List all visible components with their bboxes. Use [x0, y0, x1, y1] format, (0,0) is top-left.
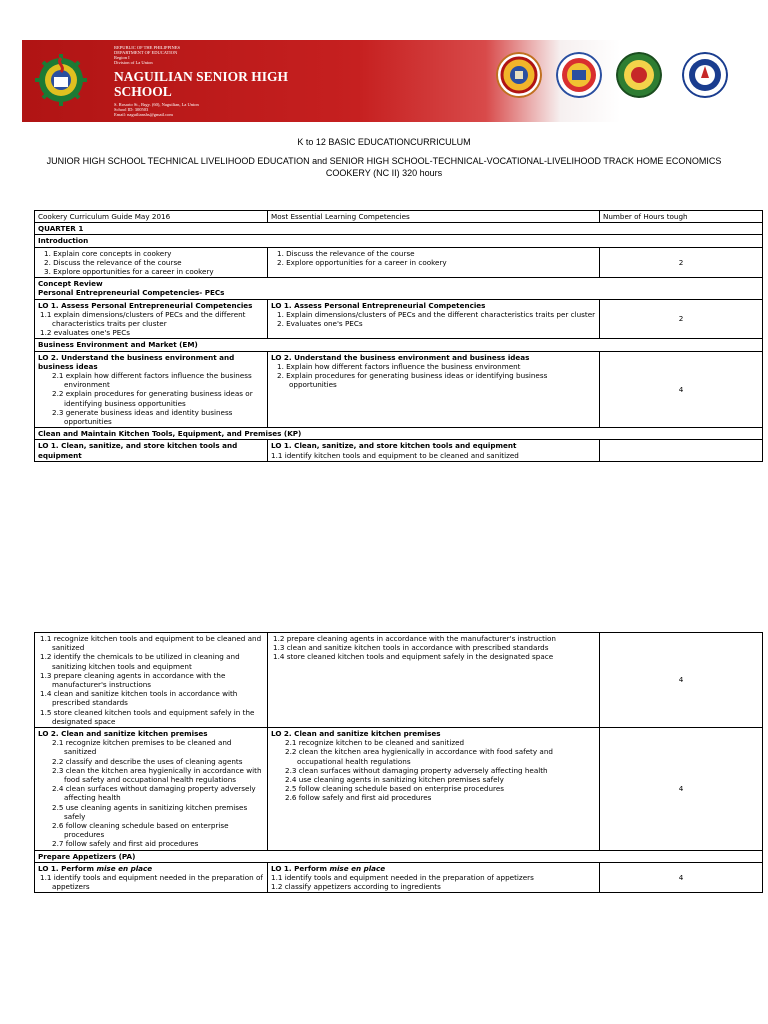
deped-division-seal-icon	[556, 52, 602, 98]
section-heading: Prepare Appetizers (PA)	[35, 850, 763, 862]
melc-cell	[268, 862, 600, 893]
education-seal-icon	[616, 52, 662, 98]
list-item: 2.5 use cleaning agents in sanitizing kitchen premises safely	[52, 802, 248, 821]
hours-cell: 2	[600, 247, 763, 278]
list-item: 2.2 explain procedures for generating business ideas or identifying business opportunities	[52, 389, 253, 408]
list-item: 2.4 use cleaning agents in sanitizing kitchen premises safely	[285, 775, 504, 785]
list-item: 1.1 identify tools and equipment needed in the preparation of appetizers	[40, 873, 263, 892]
list-item: 2.5 follow cleaning schedule based on enterprise procedures	[285, 784, 504, 794]
list-item: 1.2 identify the chemicals to be utilized in cleaning and sanitizing kitchen tools and equipment	[40, 652, 240, 671]
list-item: 1.4 store cleaned kitchen tools and equipment safely in the designated space	[273, 652, 554, 662]
list-item: 2. Discuss the relevance of the course	[44, 257, 182, 267]
list-item: 1.5 store cleaned kitchen tools and equipment safely in the designated space	[40, 707, 255, 726]
list-item: 2.1 explain how different factors influence the business environment	[52, 371, 252, 390]
address-line: School ID: 300503	[114, 107, 149, 112]
list-item: 2.1 recognize kitchen to be cleaned and sanitized	[285, 738, 465, 748]
header-line: REPUBLIC OF THE PHILIPPINES	[114, 45, 181, 50]
hours-cell: 4	[600, 351, 763, 428]
table-row	[35, 278, 763, 299]
lo-title: LO 2. Clean and sanitize kitchen premises	[271, 729, 441, 739]
table-header-row	[35, 211, 763, 223]
table-row	[35, 728, 763, 851]
table-row	[35, 428, 763, 440]
table-row	[35, 850, 763, 862]
melc-cell	[268, 633, 600, 728]
list-item: 1.2 classify appetizers according to ingredients	[271, 882, 441, 892]
section-heading	[35, 278, 763, 299]
list-item: 1.3 prepare cleaning agents in accordance with the manufacturer's instructions	[40, 670, 226, 690]
program-title-line: JUNIOR HIGH SCHOOL TECHNICAL LIVELIHOOD EDUCATION and SENIOR HIGH SCHOOL-TECHNICAL-VOCATIONAL-LIVELIHOOD TRACK HOME ECONOMICS	[46, 156, 722, 166]
list-item: 1. Explain core concepts in cookery	[44, 248, 172, 258]
hours-cell: 4	[600, 633, 763, 728]
curriculum-table-1	[34, 210, 763, 462]
lo-title: LO 1. Clean, sanitize, and store kitchen tools and equipment	[35, 440, 268, 461]
list-item: 2.3 generate business ideas and identity business opportunities	[52, 407, 233, 427]
curriculum-title: K to 12 BASIC EDUCATIONCURRICULUM	[297, 137, 471, 147]
section-heading: Clean and Maintain Kitchen Tools, Equipment, and Premises (KP)	[35, 428, 763, 440]
guide-cell	[35, 247, 268, 278]
header-line: DEPARTMENT OF EDUCATION	[114, 50, 178, 55]
address-line: S. Rosario St., Brgy. (60), Naguilian, La Union	[114, 102, 199, 107]
school-seal-icon	[496, 52, 542, 98]
lo-title: LO 2. Understand the business environment and business ideas	[38, 352, 235, 371]
header-line: Division of La Union	[114, 60, 153, 65]
school-logo-icon	[32, 50, 90, 108]
list-item: 1.2 evaluates one's PECs	[40, 328, 131, 338]
section-heading: Introduction	[35, 235, 763, 247]
melc-cell	[268, 440, 600, 461]
lo-title	[271, 864, 596, 873]
deped-seal-icon	[682, 52, 728, 98]
header-line: Region I	[114, 55, 130, 60]
lo-title: LO 2. Clean and sanitize kitchen premises	[38, 729, 208, 739]
lo-title: LO 1. Assess Personal Entrepreneurial Competencies	[271, 300, 486, 310]
list-item: 2. Explain procedures for generating business ideas or identifying business opportunities	[277, 371, 548, 390]
lo-title-emphasis: mise en place	[96, 863, 153, 873]
guide-cell	[35, 351, 268, 428]
hours-cell: 4	[600, 862, 763, 893]
hours-cell	[600, 440, 763, 461]
column-header: Cookery Curriculum Guide May 2016	[35, 211, 268, 223]
lo-title: LO 1. Clean, sanitize, and store kitchen tools and equipment	[271, 441, 517, 451]
list-item: 1. Explain how different factors influence the business environment	[277, 361, 521, 371]
table-row	[35, 299, 763, 339]
list-item: 2.4 clean surfaces without damaging property adversely affecting health	[52, 784, 256, 803]
table-row	[35, 440, 763, 461]
list-item: 1.1 explain dimensions/clusters of PECs and the different characteristics traits per cluster	[40, 309, 246, 329]
program-title	[40, 156, 728, 179]
table-row	[35, 862, 763, 893]
column-header: Most Essential Learning Competencies	[268, 211, 600, 223]
table-row	[35, 247, 763, 278]
hours-cell: 4	[600, 728, 763, 851]
table-row	[35, 633, 763, 728]
list-item: 2.6 follow safely and first aid procedures	[285, 793, 432, 803]
list-item: 2.3 clean the kitchen area hygienically in accordance with food safety and occupational health regulations	[52, 765, 262, 785]
lo-title: LO 2. Understand the business environment and business ideas	[271, 352, 530, 362]
address-line: Email: naguilianshs@gmail.com	[114, 112, 173, 117]
list-item: 1.1 recognize kitchen tools and equipment to be cleaned and sanitized	[40, 634, 262, 653]
list-item: 2. Explore opportunities for a career in cookery	[277, 257, 447, 267]
list-item: 2.1 recognize kitchen premises to be cleaned and sanitized	[52, 738, 232, 757]
list-item: 1.4 clean and sanitize kitchen tools in accordance with prescribed standards	[40, 689, 238, 708]
melc-cell	[268, 299, 600, 339]
hours-cell: 2	[600, 299, 763, 339]
list-item: 2.6 follow cleaning schedule based on enterprise procedures	[52, 821, 229, 840]
table-row	[35, 223, 763, 235]
list-item: 2.2 clean the kitchen area hygienically in accordance with food safety and occupational health regulations	[285, 747, 553, 766]
lo-title-text: LO 1. Perform	[38, 863, 97, 873]
guide-cell	[35, 728, 268, 851]
table-row	[35, 351, 763, 428]
melc-cell	[268, 351, 600, 428]
list-item: 1.3 clean and sanitize kitchen tools in accordance with prescribed standards	[273, 643, 549, 653]
guide-cell	[35, 633, 268, 728]
table-row	[35, 339, 763, 351]
column-header: Number of Hours tough	[600, 211, 763, 223]
list-item: 2. Evaluates one's PECs	[277, 319, 363, 329]
melc-cell	[268, 247, 600, 278]
guide-cell	[35, 299, 268, 339]
program-title-line: COOKERY (NC II) 320 hours	[325, 167, 443, 178]
quarter-label: QUARTER 1	[35, 223, 763, 235]
guide-cell	[35, 862, 268, 893]
curriculum-table-2	[34, 632, 763, 893]
lo-title	[38, 864, 264, 873]
header-banner	[22, 40, 768, 122]
table-row	[35, 235, 763, 247]
lo-title-text: LO 1. Perform	[271, 863, 330, 873]
school-name: NAGUILIAN SENIOR HIGH SCHOOL	[114, 69, 289, 99]
lo-title-emphasis: mise en place	[329, 863, 386, 873]
melc-cell	[268, 728, 600, 851]
list-item: 1. Explain dimensions/clusters of PECs and the different characteristics traits per cluster	[277, 309, 596, 319]
list-item: 2.7 follow safely and first aid procedures	[52, 839, 199, 849]
list-item: 1.1 identify tools and equipment needed in the preparation of appetizers	[271, 873, 534, 883]
list-item: 3. Explore opportunities for a career in cookery	[44, 267, 214, 277]
list-item: 1.1 identify kitchen tools and equipment to be cleaned and sanitized	[271, 450, 519, 460]
section-heading-line: Personal Entrepreneurial Competencies- PECs	[38, 288, 225, 298]
list-item: 1. Discuss the relevance of the course	[277, 248, 415, 258]
section-heading: Business Environment and Market (EM)	[35, 339, 763, 351]
section-heading-line: Concept Review	[38, 279, 103, 289]
list-item: 1.2 prepare cleaning agents in accordance with the manufacturer's instruction	[273, 634, 556, 643]
list-item: 2.3 clean surfaces without damaging property adversely affecting health	[285, 765, 548, 775]
list-item: 2.2 classify and describe the uses of cleaning agents	[52, 756, 243, 766]
lo-title: LO 1. Assess Personal Entrepreneurial Competencies	[38, 300, 253, 310]
